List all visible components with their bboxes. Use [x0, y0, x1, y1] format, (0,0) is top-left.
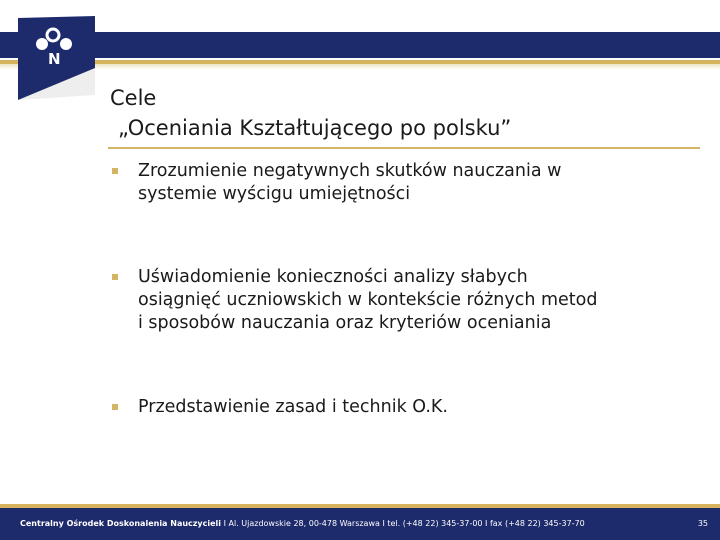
- title-line-2: „Oceniania Kształtującego po polsku”: [118, 116, 512, 140]
- title-line-1: Cele: [110, 86, 157, 110]
- square-bullet-icon: [112, 274, 118, 280]
- bullet-text: Zrozumienie negatywnych skutków nauczania w systemie wyścigu umiejętności: [138, 161, 562, 204]
- title-underline: [108, 147, 700, 149]
- bullet-text: Przedstawienie zasad i technik O.K.: [138, 397, 448, 417]
- svg-text:N: N: [48, 50, 61, 68]
- page-number: 35: [697, 519, 708, 528]
- bullet-text: Uświadomienie konieczności analizy słabych osiągnięć uczniowskich w kontekście różnych metod i sposobów nauczania oraz kryteriów oceniania: [138, 267, 598, 333]
- square-bullet-icon: [112, 168, 118, 174]
- footer-organization: Centralny Ośrodek Doskonalenia Nauczycieli: [20, 519, 222, 528]
- slide-title: [110, 83, 511, 143]
- square-bullet-icon: [112, 404, 118, 410]
- footer-details: I Al. Ujazdowskie 28, 00-478 Warszawa I tel. (+48 22) 345-37-00 I fax (+48 22) 345-37-70: [221, 519, 585, 528]
- codn-logo-icon: [0, 0, 110, 110]
- footer-text: [20, 519, 585, 528]
